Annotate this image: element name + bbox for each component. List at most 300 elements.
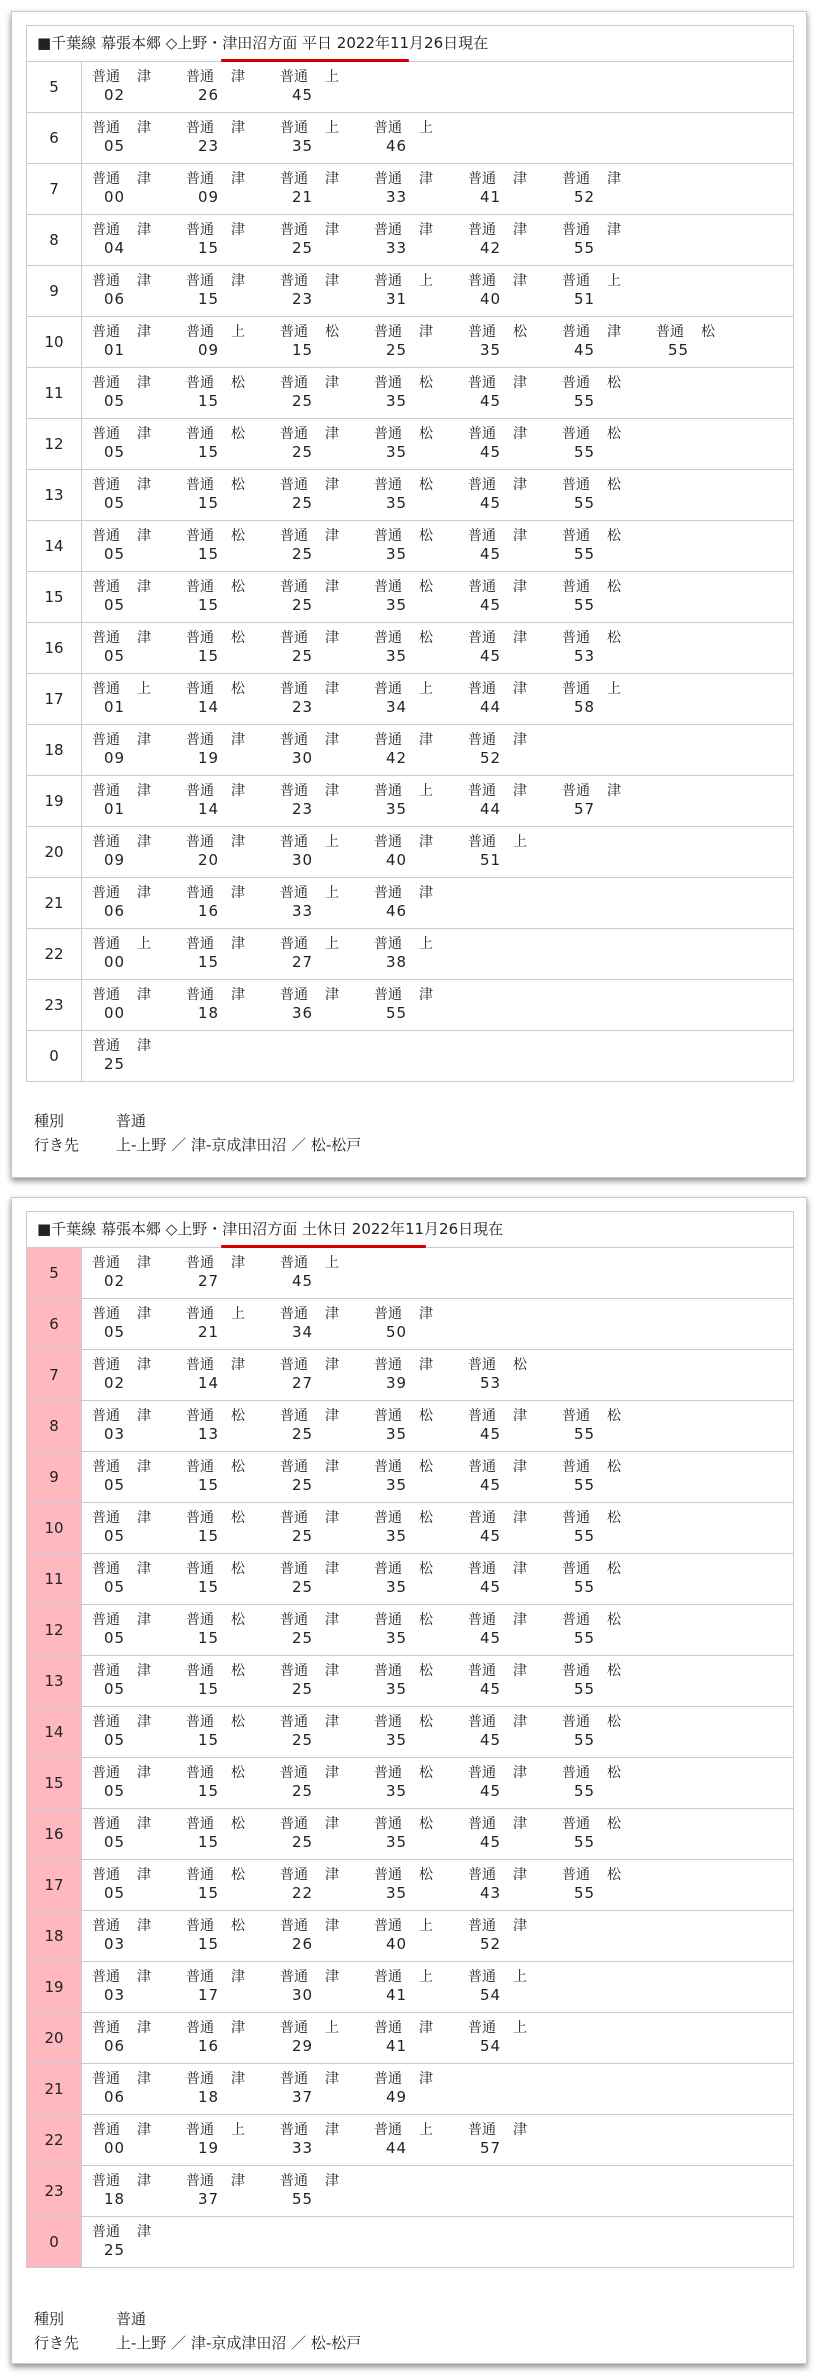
hour-cell: 9 [27, 266, 82, 316]
train-type: 普通 [280, 273, 308, 289]
departure-minute: 05 [104, 1833, 126, 1851]
hour-cell: 6 [27, 1299, 82, 1349]
timetable-row [27, 1031, 793, 1082]
destination-code: 津 [513, 1816, 527, 1832]
destination-code: 津 [137, 375, 151, 391]
departure-minute: 01 [104, 698, 126, 716]
departure [552, 476, 632, 516]
timetable-row [27, 827, 793, 878]
departure [270, 476, 350, 516]
legend-kind-value: 普通 [116, 1112, 147, 1130]
departure [458, 1611, 538, 1651]
departures [82, 1911, 793, 1961]
timetable-row [27, 1911, 793, 1962]
departure [364, 986, 444, 1026]
hour-cell: 21 [27, 878, 82, 928]
destination-code: 津 [513, 477, 527, 493]
departure-minute: 27 [292, 1374, 314, 1392]
train-type: 普通 [92, 885, 120, 901]
legend-kind-label: 種別 [34, 1112, 65, 1130]
departure-minute: 23 [292, 698, 314, 716]
legend-dest-label: 行き先 [34, 2334, 80, 2352]
train-type: 普通 [280, 783, 308, 799]
departure-minute: 29 [292, 2037, 314, 2055]
destination-code: 津 [419, 2020, 433, 2036]
departure [270, 2172, 350, 2212]
timetable-row [27, 725, 793, 776]
departure-minute: 25 [292, 1578, 314, 1596]
hour-cell: 13 [27, 1656, 82, 1706]
destination-code: 津 [325, 1357, 339, 1373]
departure-minute: 23 [198, 137, 220, 155]
departures [82, 1452, 793, 1502]
departure [552, 578, 632, 618]
departure [82, 527, 162, 567]
destination-code: 津 [325, 2173, 339, 2189]
departure [270, 1662, 350, 1702]
departure [176, 1917, 256, 1957]
departures [82, 2166, 793, 2216]
train-type: 普通 [280, 681, 308, 697]
departure [552, 629, 632, 669]
timetable-row [27, 980, 793, 1031]
timetable-row [27, 215, 793, 266]
train-type: 普通 [280, 324, 308, 340]
departure-minute: 51 [574, 290, 596, 308]
departure-minute: 55 [574, 1731, 596, 1749]
destination-code: 津 [325, 375, 339, 391]
title-direction: 上野・津田沼方面 土休日 [177, 1220, 348, 1238]
departure-minute: 50 [386, 1323, 408, 1341]
destination-code: 津 [513, 579, 527, 595]
train-type: 普通 [92, 273, 120, 289]
departure [270, 1560, 350, 1600]
destination-code: 津 [325, 1408, 339, 1424]
destination-code: 津 [419, 324, 433, 340]
departure-minute: 15 [198, 1782, 220, 1800]
train-type: 普通 [280, 477, 308, 493]
departure-minute: 42 [480, 239, 502, 257]
departure-minute: 42 [386, 749, 408, 767]
departure [458, 476, 538, 516]
departure-minute: 58 [574, 698, 596, 716]
departure [458, 1764, 538, 1804]
departure-minute: 35 [386, 1782, 408, 1800]
train-type: 普通 [374, 1561, 402, 1577]
departure [364, 221, 444, 261]
departure-minute: 35 [292, 137, 314, 155]
train-type: 普通 [92, 1612, 120, 1628]
departure [176, 629, 256, 669]
departure [82, 1407, 162, 1447]
departure [364, 833, 444, 873]
departure [458, 1356, 538, 1396]
departure [364, 272, 444, 312]
departure-minute: 35 [386, 800, 408, 818]
train-type: 普通 [186, 273, 214, 289]
train-type: 普通 [92, 1561, 120, 1577]
train-type: 普通 [374, 222, 402, 238]
departure [458, 1407, 538, 1447]
hour-cell: 23 [27, 2166, 82, 2216]
departure [458, 323, 538, 363]
departure [176, 221, 256, 261]
departure-minute: 15 [198, 1629, 220, 1647]
destination-code: 津 [513, 1867, 527, 1883]
train-type: 普通 [468, 375, 496, 391]
destination-code: 松 [607, 1765, 621, 1781]
destination-code: 津 [137, 2173, 151, 2189]
departure [176, 119, 256, 159]
departure [364, 476, 444, 516]
departure [270, 425, 350, 465]
timetable-row [27, 572, 793, 623]
destination-code: 津 [325, 1765, 339, 1781]
destination-code: 津 [231, 273, 245, 289]
hour-cell: 13 [27, 470, 82, 520]
train-type: 普通 [468, 1459, 496, 1475]
departure-minute: 43 [480, 1884, 502, 1902]
departure [364, 1509, 444, 1549]
hour-cell: 8 [27, 1401, 82, 1451]
departure [458, 1866, 538, 1906]
destination-code: 津 [325, 426, 339, 442]
train-type: 普通 [280, 375, 308, 391]
departure [458, 1815, 538, 1855]
departure-minute: 25 [292, 1680, 314, 1698]
destination-code: 津 [325, 1510, 339, 1526]
departure-minute: 25 [292, 647, 314, 665]
train-type: 普通 [92, 426, 120, 442]
departure [646, 323, 726, 363]
departure-minute: 41 [480, 188, 502, 206]
departure [364, 1815, 444, 1855]
departure-minute: 06 [104, 2088, 126, 2106]
departure [82, 170, 162, 210]
timetable-row [27, 2217, 793, 2268]
departure [176, 1662, 256, 1702]
destination-code: 松 [231, 528, 245, 544]
train-type: 普通 [374, 1867, 402, 1883]
train-type: 普通 [562, 1510, 590, 1526]
destination-code: 津 [419, 171, 433, 187]
departure-minute: 37 [198, 2190, 220, 2208]
destination-code: 津 [137, 1969, 151, 1985]
departure-minute: 45 [480, 1680, 502, 1698]
departure-minute: 53 [480, 1374, 502, 1392]
departures [82, 266, 793, 316]
destination-code: 松 [419, 1663, 433, 1679]
train-type: 普通 [280, 1765, 308, 1781]
train-type: 普通 [92, 1714, 120, 1730]
title-prefix: ■千葉線 幕張本郷 ◇ [37, 1220, 178, 1238]
destination-code: 上 [513, 2020, 527, 2036]
departure-minute: 55 [574, 545, 596, 563]
destination-code: 津 [325, 1969, 339, 1985]
departure [82, 578, 162, 618]
departure-minute: 15 [198, 1680, 220, 1698]
train-type: 普通 [468, 1561, 496, 1577]
departure [364, 1764, 444, 1804]
destination-code: 津 [137, 783, 151, 799]
title-prefix: ■千葉線 幕張本郷 ◇ [37, 34, 178, 52]
destination-code: 津 [137, 2122, 151, 2138]
destination-code: 津 [231, 987, 245, 1003]
departure-minute: 33 [386, 188, 408, 206]
departure [176, 68, 256, 108]
train-type: 普通 [468, 1969, 496, 1985]
destination-code: 松 [231, 426, 245, 442]
departure-minute: 14 [198, 698, 220, 716]
train-type: 普通 [374, 2071, 402, 2087]
hour-cell: 5 [27, 1248, 82, 1298]
departure-minute: 21 [292, 188, 314, 206]
train-type: 普通 [562, 1408, 590, 1424]
departure-minute: 44 [480, 698, 502, 716]
departure [176, 1968, 256, 2008]
train-type: 普通 [92, 375, 120, 391]
train-type: 普通 [374, 426, 402, 442]
destination-code: 松 [419, 630, 433, 646]
destination-code: 上 [325, 936, 339, 952]
destination-code: 津 [137, 1714, 151, 1730]
train-type: 普通 [468, 783, 496, 799]
train-type: 普通 [374, 732, 402, 748]
departure-minute: 00 [104, 2139, 126, 2157]
train-type: 普通 [186, 630, 214, 646]
departure [176, 1560, 256, 1600]
destination-code: 津 [231, 171, 245, 187]
hour-cell: 19 [27, 1962, 82, 2012]
train-type: 普通 [562, 375, 590, 391]
train-type: 普通 [374, 1969, 402, 1985]
timetable-row [27, 674, 793, 725]
departure-minute: 55 [574, 1527, 596, 1545]
departure [270, 1968, 350, 2008]
departures [82, 2115, 793, 2165]
train-type: 普通 [186, 681, 214, 697]
destination-code: 津 [513, 2122, 527, 2138]
hour-cell: 14 [27, 1707, 82, 1757]
departures [82, 2217, 793, 2267]
departure [552, 272, 632, 312]
hour-cell: 6 [27, 113, 82, 163]
departures [82, 1031, 793, 1081]
departure [364, 119, 444, 159]
destination-code: 津 [513, 171, 527, 187]
departure [458, 1560, 538, 1600]
departure [458, 680, 538, 720]
departure [82, 1815, 162, 1855]
departure [552, 1611, 632, 1651]
destination-code: 津 [137, 2020, 151, 2036]
departure [176, 1407, 256, 1447]
departure [552, 1764, 632, 1804]
destination-code: 津 [513, 1663, 527, 1679]
destination-code: 津 [137, 1306, 151, 1322]
train-type: 普通 [186, 69, 214, 85]
hour-cell: 22 [27, 929, 82, 979]
departure [82, 680, 162, 720]
train-type: 普通 [280, 2071, 308, 2087]
departure-minute: 18 [198, 2088, 220, 2106]
departure [82, 1560, 162, 1600]
departure [82, 323, 162, 363]
departure-minute: 15 [198, 1527, 220, 1545]
departure-minute: 18 [104, 2190, 126, 2208]
train-type: 普通 [186, 1663, 214, 1679]
train-type: 普通 [562, 1561, 590, 1577]
departure [176, 1815, 256, 1855]
departure [270, 2019, 350, 2059]
departure-minute: 25 [292, 1782, 314, 1800]
destination-code: 津 [513, 1612, 527, 1628]
train-type: 普通 [186, 2020, 214, 2036]
train-type: 普通 [92, 732, 120, 748]
train-type: 普通 [280, 1510, 308, 1526]
train-type: 普通 [374, 1714, 402, 1730]
train-type: 普通 [374, 1510, 402, 1526]
departure-minute: 55 [386, 1004, 408, 1022]
destination-code: 津 [231, 783, 245, 799]
train-type: 普通 [280, 1459, 308, 1475]
departure [458, 170, 538, 210]
train-type: 普通 [468, 324, 496, 340]
destination-code: 津 [325, 987, 339, 1003]
departure [270, 170, 350, 210]
departure [270, 884, 350, 924]
hour-cell: 17 [27, 674, 82, 724]
departure [458, 1662, 538, 1702]
train-type: 普通 [92, 1918, 120, 1934]
departure [364, 1407, 444, 1447]
departure [364, 1458, 444, 1498]
train-type: 普通 [92, 936, 120, 952]
departure-minute: 30 [292, 749, 314, 767]
departure [552, 425, 632, 465]
hour-cell: 17 [27, 1860, 82, 1910]
destination-code: 津 [231, 2071, 245, 2087]
departure [552, 1815, 632, 1855]
departure-minute: 55 [574, 443, 596, 461]
departure-minute: 02 [104, 1272, 126, 1290]
train-type: 普通 [92, 834, 120, 850]
departure-minute: 05 [104, 545, 126, 563]
destination-code: 松 [419, 579, 433, 595]
departure [82, 1866, 162, 1906]
departure-minute: 16 [198, 902, 220, 920]
departure-minute: 25 [292, 494, 314, 512]
departures [82, 1350, 793, 1400]
departure [270, 1611, 350, 1651]
departure-minute: 55 [292, 2190, 314, 2208]
departure [270, 119, 350, 159]
destination-code: 津 [137, 1816, 151, 1832]
departure [458, 1458, 538, 1498]
departure [458, 1713, 538, 1753]
timetable-row [27, 368, 793, 419]
train-type: 普通 [280, 936, 308, 952]
timetable-row [27, 1350, 793, 1401]
train-type: 普通 [186, 222, 214, 238]
train-type: 普通 [374, 171, 402, 187]
hour-cell: 10 [27, 1503, 82, 1553]
destination-code: 松 [231, 681, 245, 697]
departure [458, 2121, 538, 2161]
departure-minute: 15 [198, 545, 220, 563]
destination-code: 上 [607, 681, 621, 697]
train-type: 普通 [280, 1408, 308, 1424]
departure-minute: 20 [198, 851, 220, 869]
departures [82, 368, 793, 418]
hour-cell: 15 [27, 1758, 82, 1808]
destination-code: 津 [137, 171, 151, 187]
train-type: 普通 [186, 1357, 214, 1373]
departure-minute: 35 [386, 1884, 408, 1902]
departure-minute: 15 [198, 290, 220, 308]
departure-minute: 55 [574, 1425, 596, 1443]
departure [176, 425, 256, 465]
destination-code: 津 [137, 1612, 151, 1628]
destination-code: 津 [137, 477, 151, 493]
train-type: 普通 [374, 528, 402, 544]
timetable-row [27, 1656, 793, 1707]
destination-code: 松 [419, 426, 433, 442]
destination-code: 津 [325, 477, 339, 493]
departure-minute: 25 [386, 341, 408, 359]
departures [82, 1554, 793, 1604]
destination-code: 津 [231, 222, 245, 238]
departure-minute: 45 [292, 86, 314, 104]
destination-code: 津 [513, 273, 527, 289]
departures [82, 2013, 793, 2063]
departure [82, 119, 162, 159]
destination-code: 上 [419, 120, 433, 136]
departure [552, 1458, 632, 1498]
hour-cell: 12 [27, 419, 82, 469]
train-type: 普通 [92, 987, 120, 1003]
departure-minute: 09 [198, 341, 220, 359]
train-type: 普通 [562, 324, 590, 340]
train-type: 普通 [374, 120, 402, 136]
destination-code: 津 [513, 1408, 527, 1424]
departures [82, 929, 793, 979]
departure [270, 1305, 350, 1345]
departure [458, 1509, 538, 1549]
destination-code: 津 [231, 732, 245, 748]
destination-code: 津 [137, 2224, 151, 2240]
destination-code: 津 [137, 732, 151, 748]
train-type: 普通 [92, 222, 120, 238]
timetable-row [27, 1707, 793, 1758]
departure [82, 1917, 162, 1957]
departure [176, 1713, 256, 1753]
departure [364, 1968, 444, 2008]
departure-minute: 55 [574, 392, 596, 410]
departure [176, 731, 256, 771]
departure-minute: 55 [574, 596, 596, 614]
departure-minute: 41 [386, 2037, 408, 2055]
departure-minute: 27 [292, 953, 314, 971]
train-type: 普通 [468, 1357, 496, 1373]
train-type: 普通 [186, 1816, 214, 1832]
timetable-row [27, 1299, 793, 1350]
departure-minute: 19 [198, 749, 220, 767]
destination-code: 上 [231, 1306, 245, 1322]
train-type: 普通 [92, 1357, 120, 1373]
departure [176, 680, 256, 720]
departure [176, 578, 256, 618]
